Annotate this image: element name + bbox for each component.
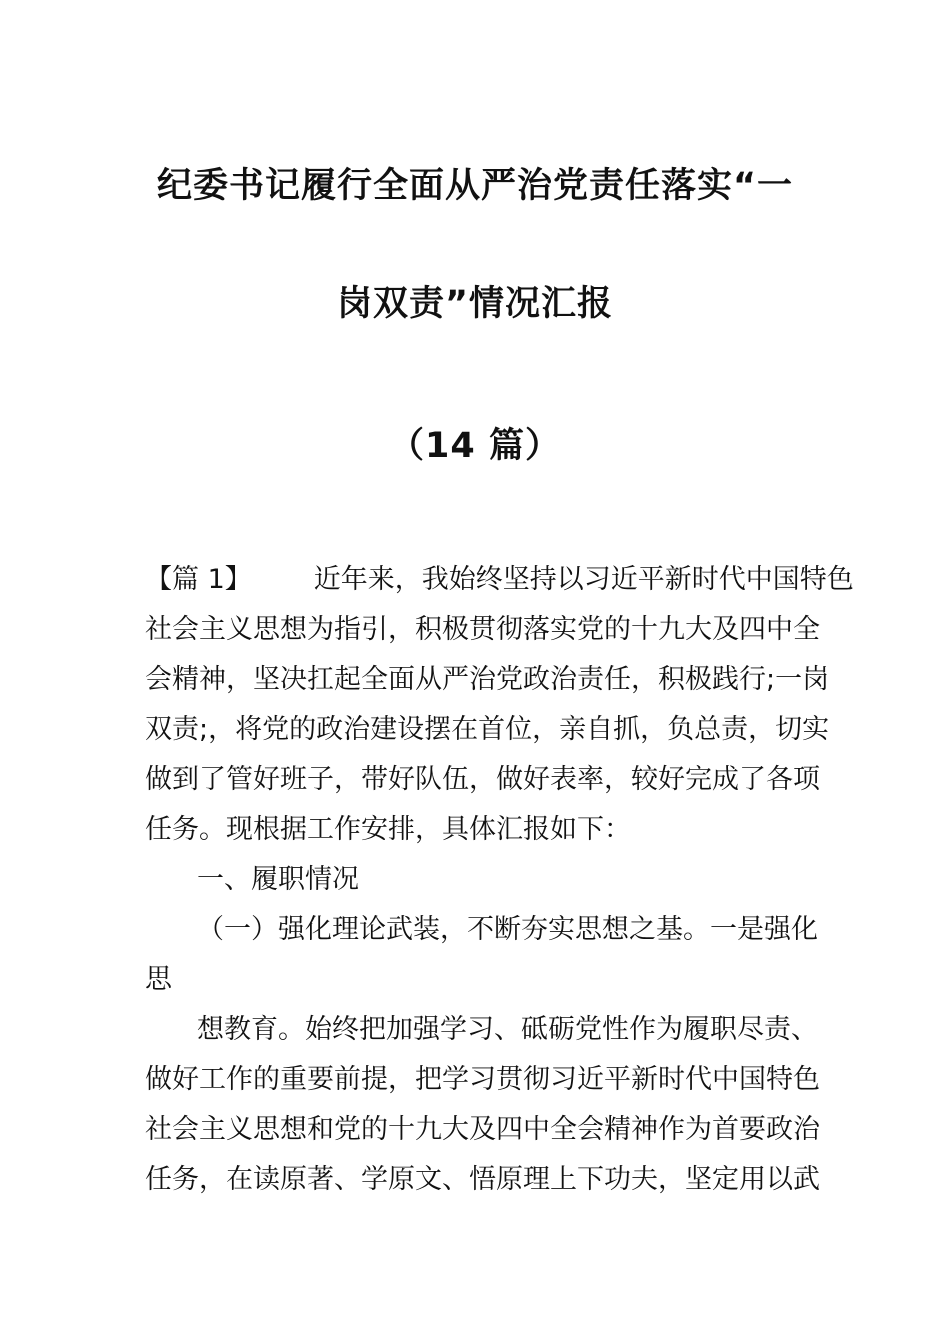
paragraph-line: 做到了管好班子，带好队伍，做好表率，较好完成了各项 <box>145 764 820 795</box>
line-text: 近年来，我始终坚持以习近平新时代中国特色 <box>313 564 854 595</box>
paragraph-line: 社会主义思想和党的十九大及四中全会精神作为首要政治 <box>145 1114 820 1145</box>
paragraph-line <box>145 560 854 600</box>
document-title-line-1: 纪委书记履行全面从严治党责任落实“一 <box>156 166 793 206</box>
document-title-line-2: 岗双责”情况汇报 <box>336 284 613 324</box>
paragraph-line: （一）强化理论武装，不断夯实思想之基。一是强化 <box>197 914 818 945</box>
paragraph-line: 做好工作的重要前提，把学习贯彻习近平新时代中国特色 <box>145 1064 820 1095</box>
paragraph-line: 双责;，将党的政治建设摆在首位，亲自抓，负总责，切实 <box>145 714 830 745</box>
section-heading: 一、履职情况 <box>197 864 359 895</box>
paragraph-line: 想教育。始终把加强学习、砥砺党性作为履职尽责、 <box>197 1014 818 1045</box>
paragraph-line: 会精神，坚决扛起全面从严治党政治责任，积极践行;一岗 <box>145 664 830 695</box>
paragraph-line: 思 <box>145 964 172 995</box>
paragraph-line: 任务。现根据工作安排，具体汇报如下： <box>145 814 631 845</box>
paragraph-line: 任务，在读原著、学原文、悟原理上下功夫，坚定用以武 <box>145 1164 820 1195</box>
document-subtitle: （14 篇） <box>389 426 561 466</box>
section-tag: 【篇 1】 <box>145 564 252 595</box>
paragraph-line: 社会主义思想为指引，积极贯彻落实党的十九大及四中全 <box>145 614 820 645</box>
